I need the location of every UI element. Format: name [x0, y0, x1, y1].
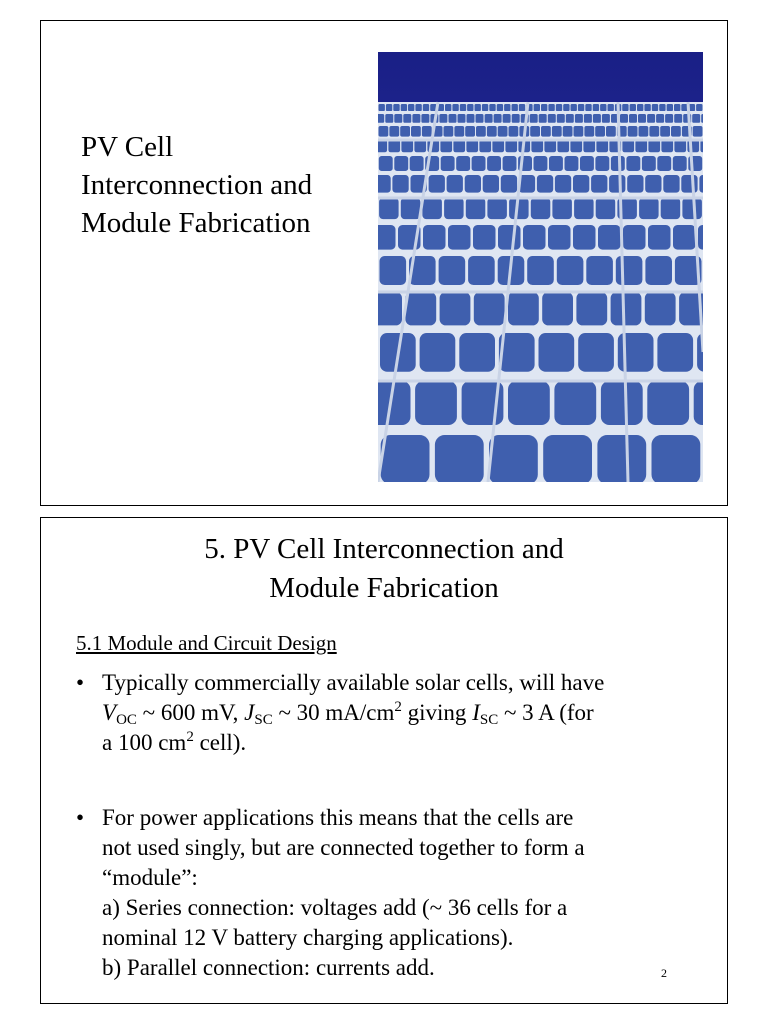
title-line: Module Fabrication: [81, 207, 311, 239]
solar-cell: [574, 126, 584, 137]
solar-cell: [657, 156, 671, 171]
solar-cell: [468, 256, 495, 285]
solar-cell: [645, 256, 672, 285]
solar-cell: [622, 104, 628, 111]
solar-cell: [408, 104, 414, 111]
solar-cell: [530, 114, 538, 123]
solar-cell: [378, 292, 402, 325]
solar-cell: [595, 156, 609, 171]
solar-cell: [378, 140, 387, 152]
solar-cell: [379, 198, 399, 219]
solar-cell: [448, 225, 471, 250]
solar-cell: [429, 175, 445, 193]
solar-cell: [609, 175, 625, 193]
solar-cell: [554, 381, 596, 425]
solar-cell: [622, 140, 634, 152]
bullet-symbol: •: [76, 670, 85, 695]
solar-cell: [663, 175, 679, 193]
solar-cell: [563, 104, 569, 111]
solar-cell: [578, 104, 584, 111]
solar-cell: [657, 333, 693, 372]
solar-cell: [699, 175, 703, 193]
solar-cell: [386, 104, 392, 111]
solar-cell: [623, 225, 646, 250]
slide-1-title: [81, 128, 312, 242]
solar-panel-photo: [378, 52, 703, 482]
solar-cell: [652, 104, 658, 111]
solar-cell: [487, 198, 507, 219]
solar-cell: [600, 104, 606, 111]
solar-cell: [647, 381, 689, 425]
solar-cell: [422, 126, 432, 137]
solar-cell: [389, 126, 399, 137]
solar-cell: [674, 140, 686, 152]
solar-cell: [465, 175, 481, 193]
solar-cell: [489, 435, 538, 482]
bullet-line: Typically commercially available solar cells, will have: [102, 670, 605, 695]
solar-cell: [474, 292, 505, 325]
solar-cell: [453, 140, 465, 152]
solar-cell: [574, 198, 594, 219]
solar-cell: [467, 104, 473, 111]
solar-cell: [628, 126, 638, 137]
solar-cell: [667, 104, 673, 111]
solar-cell: [661, 198, 681, 219]
solar-cell: [593, 104, 599, 111]
solar-cell: [445, 104, 451, 111]
solar-cell: [638, 114, 646, 123]
solar-cell: [512, 114, 520, 123]
solar-cell: [444, 198, 464, 219]
bullet-line: $V_{OC}$ ~ 600 mV, $J_{SC}$ ~ 30 $mA/cm^2$ giving $I_{SC}$ ~ 3 A (for: [102, 699, 594, 728]
page-number: 2: [661, 966, 667, 980]
solar-cell: [439, 256, 466, 285]
solar-cell: [616, 256, 643, 285]
bullet-line: nominal 12 V battery charging applications).: [102, 925, 514, 950]
solar-cell: [549, 156, 563, 171]
solar-cell: [627, 175, 643, 193]
solar-cell: [466, 198, 486, 219]
solar-cell: [394, 156, 408, 171]
solar-cell: [487, 156, 501, 171]
solar-cell: [485, 114, 493, 123]
solar-cell: [401, 104, 407, 111]
solar-cell: [557, 140, 569, 152]
solar-cell: [503, 156, 517, 171]
solar-cell: [541, 126, 551, 137]
solar-cell: [458, 114, 466, 123]
bullet-line: a) Series connection: voltages add (~ 36 cells for a: [102, 895, 568, 920]
solar-cell: [647, 114, 655, 123]
section-heading: 5.1 Module and Circuit Design: [76, 631, 337, 655]
solar-cell: [487, 126, 497, 137]
solar-cell: [586, 256, 613, 285]
solar-cell: [596, 198, 616, 219]
solar-cell: [575, 114, 583, 123]
solar-cell: [661, 140, 673, 152]
solar-cell: [642, 156, 656, 171]
solar-cell: [539, 333, 575, 372]
solar-cell: [460, 104, 466, 111]
solar-cell: [415, 381, 457, 425]
solar-cell: [644, 104, 650, 111]
solar-cell: [440, 292, 471, 325]
solar-cell: [595, 126, 605, 137]
solar-cell: [483, 175, 499, 193]
solar-cell: [465, 126, 475, 137]
solar-cell: [543, 435, 592, 482]
bullet-symbol: •: [76, 805, 85, 830]
solar-cell: [571, 104, 577, 111]
solar-cell: [534, 156, 548, 171]
solar-cell: [509, 126, 519, 137]
title-line: Interconnection and: [81, 169, 313, 201]
solar-cell: [476, 114, 484, 123]
solar-cell: [696, 104, 702, 111]
solar-cell: [570, 140, 582, 152]
solar-cell: [472, 156, 486, 171]
solar-cell: [501, 175, 517, 193]
solar-cell: [380, 256, 407, 285]
solar-cell: [379, 156, 393, 171]
slide-2: [40, 517, 728, 1004]
solar-cell: [422, 198, 442, 219]
solar-cell: [539, 114, 547, 123]
solar-cell: [475, 104, 481, 111]
bullet-line: “module”:: [102, 865, 198, 890]
solar-cell: [421, 114, 429, 123]
solar-cell: [466, 140, 478, 152]
solar-cell: [479, 140, 491, 152]
solar-cell: [415, 104, 421, 111]
solar-cell: [542, 292, 573, 325]
solar-cell: [659, 104, 665, 111]
solar-cell: [403, 114, 411, 123]
solar-cell: [423, 104, 429, 111]
solar-cell: [401, 198, 421, 219]
solar-cell: [674, 114, 682, 123]
solar-cell: [620, 114, 628, 123]
solar-cell: [508, 381, 550, 425]
bullet-line: b) Parallel connection: currents add.: [102, 955, 435, 980]
solar-cell: [452, 104, 458, 111]
solar-cell: [656, 114, 664, 123]
solar-cell: [530, 126, 540, 137]
solar-cell: [544, 140, 556, 152]
solar-cell: [379, 126, 389, 137]
solar-cell: [552, 126, 562, 137]
solar-cell: [701, 114, 703, 123]
solar-cell: [378, 114, 384, 123]
solar-cell: [504, 104, 510, 111]
bullet-line: For power applications this means that the cells are: [102, 805, 574, 830]
solar-cell: [412, 114, 420, 123]
solar-cell: [552, 198, 572, 219]
slide-1: [40, 20, 728, 506]
solar-cell: [385, 114, 393, 123]
solar-cell: [489, 104, 495, 111]
solar-cell: [548, 225, 571, 250]
solar-cell: [591, 175, 607, 193]
solar-cell: [626, 156, 640, 171]
solar-cell: [482, 104, 488, 111]
solar-cell: [519, 104, 525, 111]
solar-cell: [693, 126, 703, 137]
solar-cell: [444, 126, 454, 137]
solar-cell: [557, 114, 565, 123]
solar-cell: [400, 126, 410, 137]
solar-cell: [682, 198, 702, 219]
solar-cell: [700, 140, 703, 152]
solar-cell: [583, 140, 595, 152]
solar-cell: [652, 435, 701, 482]
solar-cell: [531, 198, 551, 219]
solar-cell: [492, 140, 504, 152]
slide-2-title: [41, 530, 727, 608]
solar-cell: [378, 175, 391, 193]
solar-cell: [459, 333, 495, 372]
solar-cell: [447, 175, 463, 193]
solar-cell: [523, 225, 546, 250]
solar-cell: [410, 156, 424, 171]
solar-cell: [541, 104, 547, 111]
solar-cell: [660, 126, 670, 137]
solar-cell: [698, 225, 703, 250]
solar-cell: [379, 104, 385, 111]
solar-cell: [635, 140, 647, 152]
solar-cell: [576, 292, 607, 325]
solar-cell: [639, 198, 659, 219]
solar-cell: [671, 126, 681, 137]
solar-cell: [508, 292, 539, 325]
solar-cell: [601, 381, 643, 425]
solar-cell: [414, 140, 426, 152]
solar-cell: [673, 156, 687, 171]
solar-cell: [441, 156, 455, 171]
solar-cell: [681, 175, 697, 193]
solar-cell: [503, 114, 511, 123]
solar-cell: [584, 126, 594, 137]
solar-cell: [580, 156, 594, 171]
solar-cell: [630, 104, 636, 111]
solar-cell: [527, 256, 554, 285]
solar-cell: [645, 175, 661, 193]
solar-cell: [411, 126, 421, 137]
solar-cell: [602, 114, 610, 123]
solar-cell: [637, 104, 643, 111]
solar-cell: [531, 140, 543, 152]
solar-cell: [629, 114, 637, 123]
solar-cell: [405, 292, 436, 325]
bullet-line: not used singly, but are connected together to form a: [102, 835, 585, 860]
solar-cell: [596, 140, 608, 152]
solar-cell: [563, 126, 573, 137]
solar-cell: [673, 225, 696, 250]
solar-cell: [497, 104, 503, 111]
solar-cell: [454, 126, 464, 137]
solar-cell: [611, 292, 642, 325]
solar-cell: [573, 225, 596, 250]
solar-cell: [435, 435, 484, 482]
solar-cell: [585, 104, 591, 111]
solar-cell: [597, 435, 646, 482]
solar-cell: [498, 126, 508, 137]
solar-cell: [593, 114, 601, 123]
solar-cell: [648, 225, 671, 250]
solar-cell: [578, 333, 614, 372]
solar-cell: [392, 175, 408, 193]
solar-cell: [584, 114, 592, 123]
solar-cell: [692, 114, 700, 123]
solar-cell: [512, 104, 518, 111]
solar-cell: [606, 126, 616, 137]
solar-cell: [473, 225, 496, 250]
solar-cell: [639, 126, 649, 137]
title-line: Module Fabrication: [269, 572, 499, 604]
solar-cell: [557, 256, 584, 285]
solar-cell: [648, 140, 660, 152]
solar-cell: [555, 175, 571, 193]
solar-cell: [505, 140, 517, 152]
solar-cell: [440, 140, 452, 152]
solar-cell: [456, 156, 470, 171]
solar-cell: [394, 114, 402, 123]
solar-cell: [439, 114, 447, 123]
solar-cell: [694, 381, 703, 425]
title-line: PV Cell: [81, 131, 174, 163]
solar-cell: [608, 104, 614, 111]
solar-cell: [665, 114, 673, 123]
solar-cell: [645, 292, 676, 325]
solar-cell: [548, 114, 556, 123]
title-line: 5. PV Cell Interconnection and: [204, 533, 564, 565]
solar-cell: [566, 114, 574, 123]
solar-cell: [534, 104, 540, 111]
solar-cell: [378, 225, 396, 250]
solar-cell: [420, 333, 456, 372]
bullet-line: a 100 $cm^2$ cell).: [102, 729, 247, 755]
solar-cell: [573, 175, 589, 193]
solar-cell: [598, 225, 621, 250]
solar-cell: [565, 156, 579, 171]
solar-cell: [556, 104, 562, 111]
solar-cell: [611, 156, 625, 171]
solar-cell: [548, 104, 554, 111]
solar-cell: [476, 126, 486, 137]
solar-cell: [674, 104, 680, 111]
solar-cell: [498, 225, 521, 250]
solar-cell: [388, 140, 400, 152]
solar-cell: [423, 225, 446, 250]
solar-cell: [401, 140, 413, 152]
solar-cell: [649, 126, 659, 137]
solar-cell: [494, 114, 502, 123]
solar-cell: [449, 114, 457, 123]
solar-cell: [467, 114, 475, 123]
solar-cell: [393, 104, 399, 111]
solar-cell: [537, 175, 553, 193]
solar-cell: [381, 435, 430, 482]
